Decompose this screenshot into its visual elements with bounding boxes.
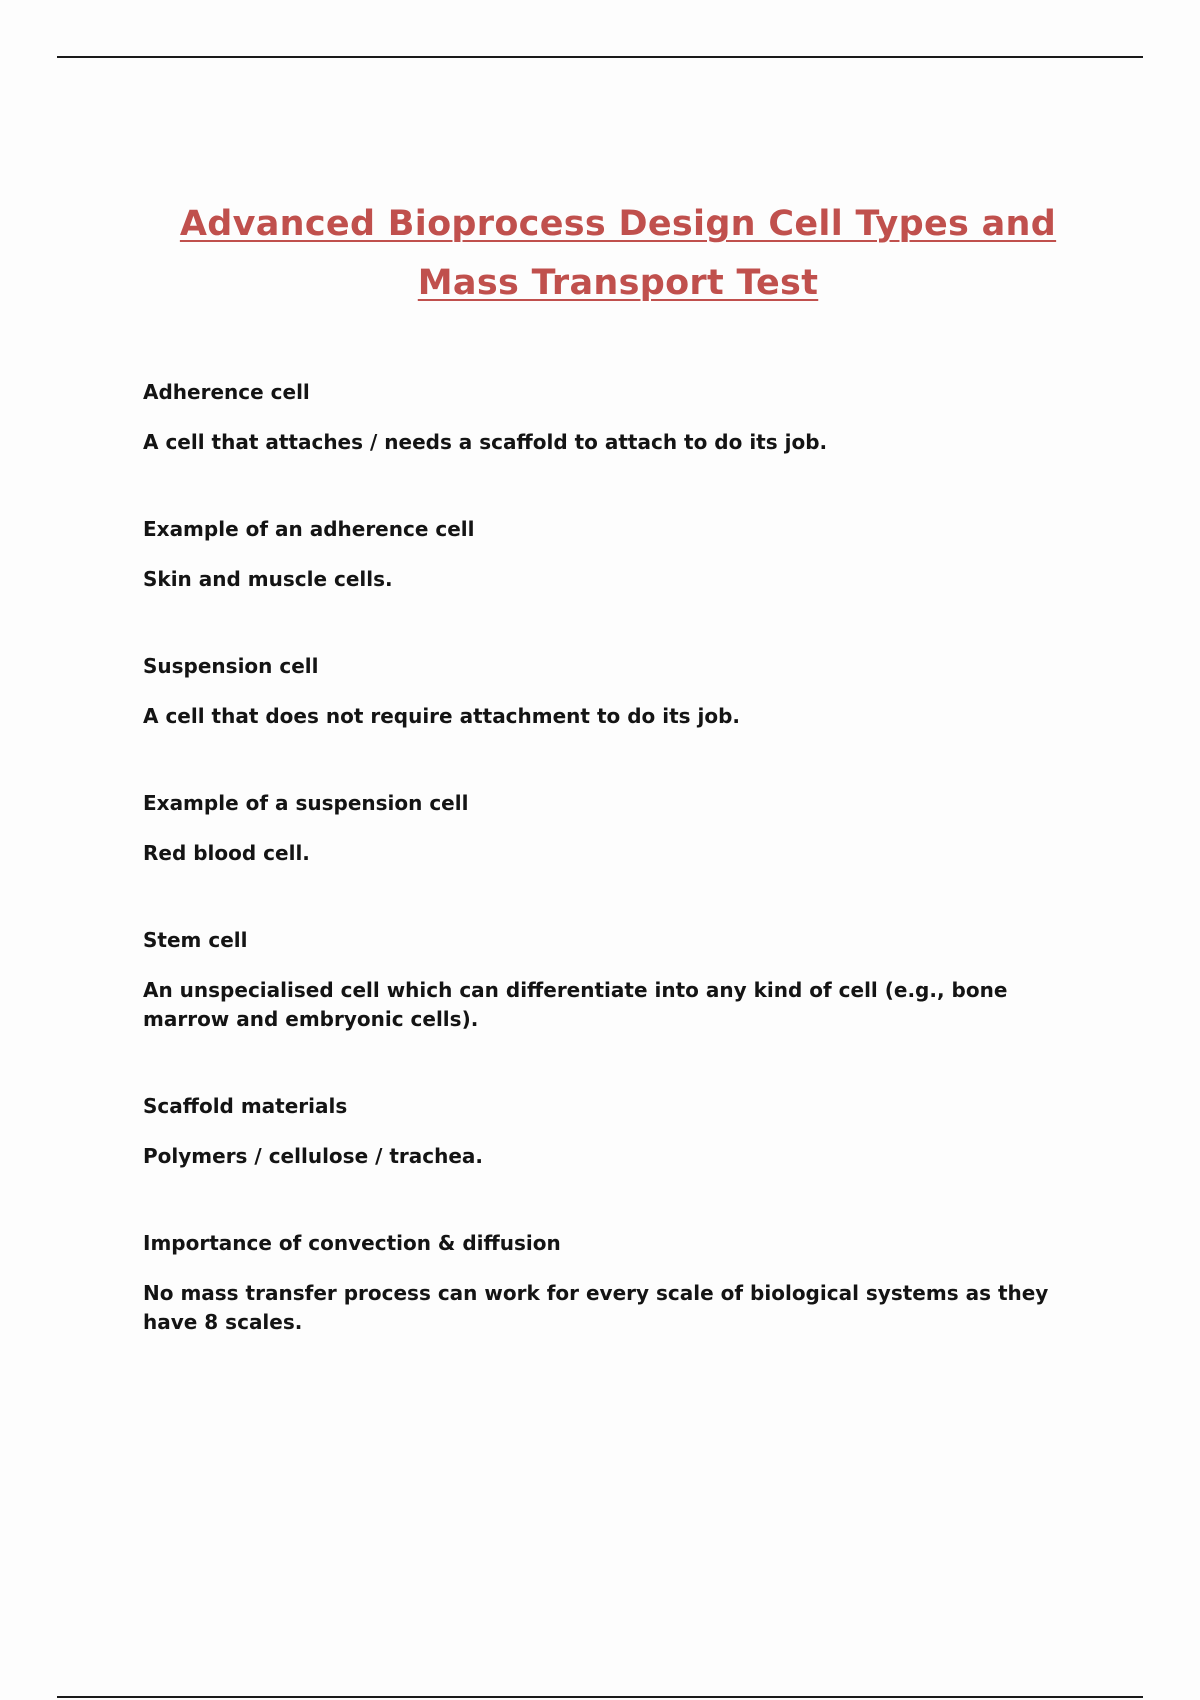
term: Example of a suspension cell bbox=[143, 791, 469, 815]
flashcard-entry bbox=[143, 378, 1083, 457]
definition: A cell that does not require attachment to do its job. bbox=[143, 704, 741, 728]
flashcard-entry bbox=[143, 1092, 1083, 1171]
definition: An unspecialised cell which can differentiate into any kind of cell (e.g., bone marrow and embryonic cells). bbox=[143, 978, 1008, 1031]
document-title bbox=[0, 195, 1200, 313]
term: Importance of convection & diffusion bbox=[143, 1231, 561, 1255]
term: Stem cell bbox=[143, 928, 248, 952]
flashcard-entry bbox=[143, 652, 1083, 731]
definition: A cell that attaches / needs a scaffold to attach to do its job. bbox=[143, 430, 828, 454]
definition: Red blood cell. bbox=[143, 841, 310, 865]
term: Example of an adherence cell bbox=[143, 517, 475, 541]
flashcard-entry bbox=[143, 789, 1083, 868]
definition: Polymers / cellulose / trachea. bbox=[143, 1144, 484, 1168]
term: Adherence cell bbox=[143, 380, 310, 404]
flashcard-entry bbox=[143, 926, 1083, 1034]
title-line-2: Mass Transport Test bbox=[417, 263, 819, 303]
flashcard-list bbox=[143, 378, 1083, 1395]
term: Scaffold materials bbox=[143, 1094, 348, 1118]
definition: No mass transfer process can work for every scale of biological systems as they have 8 scales. bbox=[143, 1281, 1049, 1334]
top-rule bbox=[57, 56, 1143, 58]
bottom-rule bbox=[57, 1696, 1143, 1698]
definition: Skin and muscle cells. bbox=[143, 567, 393, 591]
flashcard-entry bbox=[143, 515, 1083, 594]
term: Suspension cell bbox=[143, 654, 319, 678]
title-line-1: Advanced Bioprocess Design Cell Types and bbox=[179, 204, 1057, 244]
flashcard-entry bbox=[143, 1229, 1083, 1337]
